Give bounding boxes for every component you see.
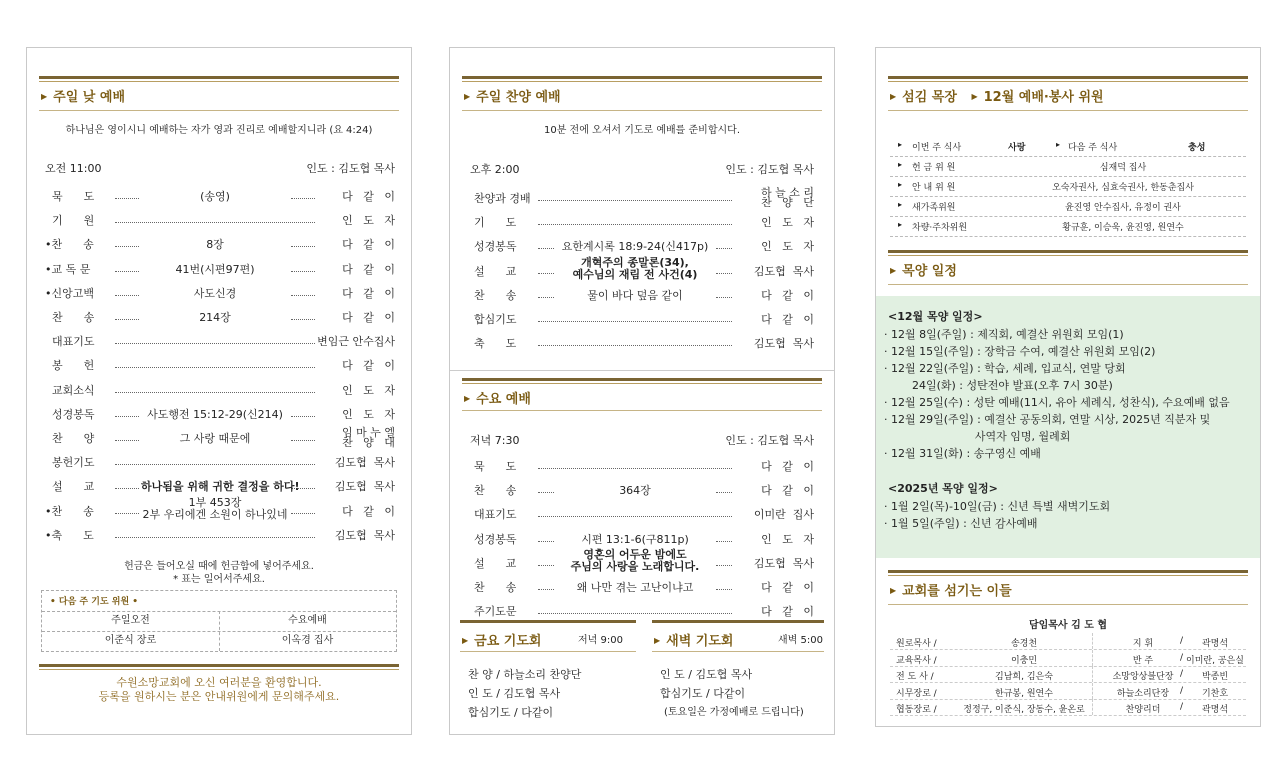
item-person: 임 마 누 엘 찬 양 대 xyxy=(342,426,395,449)
item-person: 다 같 이 xyxy=(761,605,814,619)
leader-dots xyxy=(115,513,139,514)
leader-dots xyxy=(291,271,315,272)
item-person: 다 같 이 xyxy=(342,359,395,373)
wednesday-leader: 인도 : 김도협 목사 xyxy=(725,434,814,447)
staff-title: ▶ 교회를 섬기는 이들 xyxy=(890,584,1012,599)
staff-names: 정정구, 이준식, 장동수, 윤온로 xyxy=(963,705,1085,715)
item-person: 다 같 이 xyxy=(761,313,814,326)
item-label: 축 도 xyxy=(474,337,517,351)
leader-dots xyxy=(115,246,139,247)
separator-slash: / xyxy=(1180,636,1184,646)
item-content: 왜 나만 겪는 고난이냐고 xyxy=(576,581,694,594)
staff-names-2: 곽명석 xyxy=(1201,639,1229,649)
triangle-icon: ▶ xyxy=(464,394,471,403)
staff-names: 이충민 xyxy=(1010,655,1038,666)
item-label: 묵 도 xyxy=(474,460,517,473)
dawn-title: ▶ 새벽 기도회 xyxy=(654,634,734,649)
worship-item xyxy=(474,579,814,597)
friday-line-3: 합심기도 / 다같이 xyxy=(468,706,554,719)
staff-role: 원로목사 / xyxy=(896,639,937,649)
staff-row xyxy=(890,699,1246,716)
service-role: 헌 금 위 원 xyxy=(912,163,956,173)
offering-note: 헌금은 들어오실 때에 헌금함에 넣어주세요. xyxy=(124,561,314,572)
leader-dots xyxy=(115,440,139,441)
item-label: 주기도문 xyxy=(474,605,517,619)
leader-dots xyxy=(716,492,732,493)
leader-dots xyxy=(538,492,554,493)
triangle-icon: ▶ xyxy=(890,92,897,101)
leader-dots xyxy=(538,224,732,225)
worship-item xyxy=(45,309,395,327)
item-person: 다 같 이 xyxy=(342,190,395,203)
item-content: 시편 13:1-6(구811p) xyxy=(581,532,689,546)
item-person: 다 같 이 xyxy=(761,581,814,594)
leader-dots xyxy=(115,464,315,465)
section-title: ▶ 섬김 목장 ▶ 12월 예배·봉사 위원 xyxy=(890,90,1104,105)
item-label: 봉 헌 xyxy=(45,359,95,373)
item-content: 영혼의 어두운 밤에도 주님의 사랑을 노래합니다. xyxy=(570,547,700,573)
triangle-icon: ▶ xyxy=(654,636,661,645)
section-title: ▶ 주일 찬양 예배 xyxy=(464,90,561,105)
item-person: 인 도 자 xyxy=(761,532,814,546)
bullet-icon: ▸ xyxy=(898,220,903,229)
leader-dots xyxy=(538,248,554,249)
item-person: 인 도 자 xyxy=(761,240,814,254)
triangle-icon: ▶ xyxy=(890,266,897,275)
item-content: 사도행전 15:12-29(신214) xyxy=(147,407,283,421)
item-person: 다 같 이 xyxy=(761,288,814,302)
bullet-icon: ▸ xyxy=(1056,140,1061,149)
worship-item xyxy=(474,255,814,281)
service-role: 이번 주 식사 xyxy=(912,143,962,153)
leader-dots xyxy=(716,541,732,542)
title-underline xyxy=(462,110,822,111)
title-underline xyxy=(888,110,1248,111)
staff-names: 송경천 xyxy=(1010,639,1038,649)
item-label: 설 교 xyxy=(474,264,517,278)
leader-dots xyxy=(115,488,139,489)
service-leader: 인도 : 김도협 목사 xyxy=(306,162,395,175)
worship-item xyxy=(474,506,814,524)
schedule-line: 24일(화) : 성탄전야 발표(오후 7시 30분) xyxy=(884,379,1113,392)
worship-item xyxy=(45,357,395,375)
prayer-header-wednesday: 수요예배 xyxy=(288,615,327,626)
staff-role: 교육목사 / xyxy=(896,655,937,666)
staff-role-2: 찬양리더 xyxy=(1125,705,1161,715)
worship-item xyxy=(45,454,395,472)
worship-item xyxy=(474,531,814,549)
schedule-heading-2025: <2025년 목양 일정> xyxy=(888,482,998,495)
item-label: 설 교 xyxy=(45,480,95,494)
wednesday-time: 저녁 7:30 xyxy=(470,434,520,447)
item-person: 인 도 자 xyxy=(342,214,395,228)
leader-dots xyxy=(538,200,732,201)
worship-item xyxy=(45,382,395,400)
schedule-line: · 12월 15일(주일) : 장학금 수여, 예결산 위원회 모임(2) xyxy=(884,345,1156,358)
service-row xyxy=(890,176,1246,197)
triangle-icon: ▶ xyxy=(462,636,469,645)
item-content: 8장 xyxy=(206,238,224,252)
leader-dots xyxy=(115,537,315,538)
dawn-line-3: (토요일은 가정예배로 드립니다) xyxy=(664,707,804,718)
staff-names-2: 이미란, 공은실 xyxy=(1186,655,1244,666)
subtitle: 10분 전에 오셔서 기도로 예배를 준비합시다. xyxy=(543,125,741,136)
item-label: 묵 도 xyxy=(45,190,95,203)
leader-dots xyxy=(538,321,732,322)
leader-dots xyxy=(538,516,732,517)
header-rule xyxy=(888,76,1248,82)
title-underline xyxy=(888,284,1248,285)
item-person: 김도협 목사 xyxy=(334,456,395,470)
staff-row xyxy=(890,683,1246,700)
leader-dots xyxy=(115,271,139,272)
worship-item xyxy=(45,527,395,545)
schedule-line: · 1월 5일(주일) : 신년 감사예배 xyxy=(884,517,1038,530)
leader-dots xyxy=(291,198,315,199)
worship-item xyxy=(45,406,395,424)
item-label: 찬양과 경배 xyxy=(474,192,531,205)
service-value: 오숙자권사, 심효숙권사, 한동춘집사 xyxy=(1052,183,1194,193)
footer-rule xyxy=(39,664,399,670)
triangle-icon: ▶ xyxy=(41,92,48,101)
worship-item xyxy=(474,547,814,573)
item-person: 다 같 이 xyxy=(342,262,395,276)
item-label: 합심기도 xyxy=(474,313,517,326)
item-label: 찬 양 xyxy=(45,432,95,445)
title-underline xyxy=(39,110,399,111)
friday-line-2: 인 도 / 김도협 목사 xyxy=(468,687,561,700)
senior-pastor: 담임목사 김 도 협 xyxy=(1028,620,1108,631)
item-label: 기 원 xyxy=(45,214,95,228)
service-role-next: 다음 주 식사 xyxy=(1068,143,1118,153)
service-role: 새가족위원 xyxy=(912,203,956,213)
staff-names-2: 기찬호 xyxy=(1201,688,1229,699)
item-content: 364장 xyxy=(619,484,651,498)
schedule-line: · 12월 31일(화) : 송구영신 예배 xyxy=(884,447,1041,460)
section-title: ▶ 주일 낮 예배 xyxy=(41,90,125,105)
title-underline xyxy=(888,604,1248,605)
prayer-header-sunday: 주일오전 xyxy=(111,615,150,626)
worship-item xyxy=(474,214,814,232)
worship-item xyxy=(474,287,814,305)
bullet-icon: ▸ xyxy=(898,180,903,189)
staff-row xyxy=(890,666,1246,683)
item-person: 다 같 이 xyxy=(761,484,814,498)
leader-dots xyxy=(115,392,315,393)
separator-slash: / xyxy=(1180,702,1184,712)
staff-names-2: 곽명석 xyxy=(1201,705,1229,715)
triangle-icon: ▶ xyxy=(464,92,471,101)
verse: 하나님은 영이시니 예배하는 자가 영과 진리로 예배할지니라 (요 4:24) xyxy=(65,125,373,136)
worship-item xyxy=(474,335,814,353)
service-role: 차량·주차위원 xyxy=(912,223,968,233)
item-person: 다 같 이 xyxy=(342,504,395,518)
item-label: 찬 송 xyxy=(474,581,517,594)
item-person: 다 같 이 xyxy=(342,238,395,252)
leader-dots xyxy=(538,541,554,542)
item-label: 성경봉독 xyxy=(474,532,517,546)
item-person: 인 도 자 xyxy=(761,216,814,230)
item-label: 찬 송 xyxy=(474,288,517,302)
leader-dots xyxy=(115,367,315,368)
worship-item xyxy=(45,285,395,303)
separator-slash: / xyxy=(1180,685,1184,696)
friday-title: ▶ 금요 기도회 xyxy=(462,634,542,649)
ministry-panel xyxy=(875,47,1261,727)
staff-row xyxy=(890,633,1246,650)
staff-role-2: 반 주 xyxy=(1132,655,1154,666)
item-content: 개혁주의 종말론(34), 예수님의 재림 전 사건(4) xyxy=(572,255,698,281)
item-person: 인 도 자 xyxy=(342,383,395,397)
header-rule xyxy=(462,378,822,384)
item-person: 다 같 이 xyxy=(342,286,395,300)
staff-names: 김남희, 김은숙 xyxy=(995,672,1053,682)
staff-role-2: 하늘소리단장 xyxy=(1116,688,1170,699)
item-content: 그 사랑 때문에 xyxy=(179,432,251,445)
schedule-line: · 12월 29일(주일) : 예결산 공동의회, 연말 시상, 2025년 직분자 및 xyxy=(884,413,1211,426)
leader-dots xyxy=(538,565,554,566)
leader-dots xyxy=(291,319,315,320)
service-row xyxy=(890,196,1246,217)
leader-dots xyxy=(115,295,139,296)
service-value-next: 충성 xyxy=(1188,143,1206,153)
welcome-line-1: 수원소망교회에 오신 여러분을 환영합니다. xyxy=(116,676,322,689)
staff-role: 전 도 사 / xyxy=(896,672,934,682)
worship-item xyxy=(474,238,814,256)
prayer-committee-table xyxy=(41,590,397,652)
worship-item xyxy=(45,236,395,254)
praise-worship-panel xyxy=(449,47,835,735)
item-label: 찬 송 xyxy=(474,484,517,498)
leader-dots xyxy=(115,416,139,417)
leader-dots xyxy=(716,273,732,274)
leader-dots xyxy=(115,222,315,223)
title-underline xyxy=(462,410,822,411)
dawn-time: 새벽 5:00 xyxy=(778,635,823,646)
item-label: 성경봉독 xyxy=(45,407,95,421)
item-label: •찬 송 xyxy=(45,504,94,518)
service-row xyxy=(890,156,1246,177)
worship-item xyxy=(474,311,814,329)
worship-item xyxy=(45,495,395,521)
item-person: 다 같 이 xyxy=(761,460,814,473)
staff-role: 시무장로 / xyxy=(896,688,937,699)
leader-dots xyxy=(538,297,554,298)
service-leader: 인도 : 김도협 목사 xyxy=(725,163,814,176)
triangle-icon: ▶ xyxy=(971,92,978,101)
bullet-icon: ▸ xyxy=(898,200,903,209)
item-person: 김도협 목사 xyxy=(753,337,814,351)
bullet-icon: ▸ xyxy=(898,160,903,169)
prayer-table-title: • 다음 주 기도 위원 • xyxy=(50,597,139,607)
dawn-line-2: 합심기도 / 다같이 xyxy=(660,687,746,700)
standing-note: * 표는 일어서주세요. xyxy=(173,574,265,585)
schedule-heading-dec: <12월 목양 일정> xyxy=(888,310,983,323)
welcome-line-2: 등록을 원하시는 분은 안내위원에게 문의해주세요. xyxy=(98,690,340,703)
prayer-value-wednesday: 이옥경 집사 xyxy=(281,635,334,646)
item-label: •교 독 문 xyxy=(45,262,91,276)
leader-dots xyxy=(716,297,732,298)
wednesday-title: ▶ 수요 예배 xyxy=(464,392,531,407)
item-content: 사도신경 xyxy=(193,286,237,300)
staff-names: 한규봉, 원연수 xyxy=(995,688,1053,699)
item-label: •축 도 xyxy=(45,528,94,542)
item-label: 기 도 xyxy=(474,216,517,230)
header-rule xyxy=(888,570,1248,576)
item-label: 대표기도 xyxy=(45,335,95,349)
worship-item xyxy=(474,458,814,476)
item-person: 다 같 이 xyxy=(342,311,395,324)
leader-dots xyxy=(538,468,732,469)
service-time: 오후 2:00 xyxy=(470,163,520,176)
service-value: 윤진영 안수집사, 유정이 권사 xyxy=(1065,203,1181,213)
leader-dots xyxy=(538,613,732,614)
item-content: 하나됨을 위해 귀한 결정을 하다! xyxy=(141,480,300,494)
leader-dots xyxy=(291,513,315,514)
worship-item xyxy=(45,478,395,496)
worship-item xyxy=(45,261,395,279)
leader-dots xyxy=(115,319,139,320)
item-person: 하 늘 소 리 찬 양 단 xyxy=(761,186,814,209)
item-label: •찬 송 xyxy=(45,238,94,252)
schedule-line: · 12월 25일(수) : 성탄 예배(11시, 유아 세례식, 성찬식), 수요예배 없음 xyxy=(884,396,1230,409)
friday-line-1: 찬 양 / 하늘소리 찬양단 xyxy=(468,668,582,681)
leader-dots xyxy=(716,565,732,566)
item-person: 이미란 집사 xyxy=(753,508,814,522)
service-value: 사랑 xyxy=(1008,143,1026,153)
schedule-title: ▶ 목양 일정 xyxy=(890,264,957,279)
service-value: 심재덕 집사 xyxy=(1099,163,1147,173)
service-value: 황규훈, 이승욱, 윤진영, 원연수 xyxy=(1062,223,1184,233)
triangle-icon: ▶ xyxy=(890,586,897,595)
item-person: 변임근 안수집사 xyxy=(317,335,395,349)
item-content: 물이 바다 덮음 같이 xyxy=(587,288,683,302)
friday-time: 저녁 9:00 xyxy=(578,635,623,646)
item-person: 김도협 목사 xyxy=(334,528,395,542)
schedule-line: · 12월 8일(주일) : 제직회, 예결산 위원회 모임(1) xyxy=(884,328,1124,341)
item-person: 김도협 목사 xyxy=(334,480,395,494)
item-content: (송영) xyxy=(200,190,230,203)
item-person: 김도협 목사 xyxy=(753,556,814,570)
worship-item xyxy=(45,212,395,230)
leader-dots xyxy=(291,416,315,417)
worship-item xyxy=(45,426,395,449)
leader-dots xyxy=(291,440,315,441)
worship-item xyxy=(45,188,395,206)
item-person: 김도협 목사 xyxy=(753,264,814,278)
service-row xyxy=(890,136,1246,157)
staff-role-2: 지 휘 xyxy=(1132,639,1154,649)
separator-slash: / xyxy=(1180,669,1184,679)
staff-names-2: 박종빈 xyxy=(1201,672,1229,682)
header-rule xyxy=(39,76,399,82)
schedule-box xyxy=(876,296,1260,558)
leader-dots xyxy=(538,345,732,346)
leader-dots xyxy=(716,589,732,590)
leader-dots xyxy=(538,589,554,590)
item-label: 설 교 xyxy=(474,556,517,570)
item-content: 41번(시편97편) xyxy=(175,262,255,276)
schedule-line: · 1월 2일(목)-10일(금) : 신년 특별 새벽기도회 xyxy=(884,500,1111,513)
header-rule xyxy=(888,250,1248,256)
dawn-line-1: 인 도 / 김도협 목사 xyxy=(660,668,753,681)
staff-role: 협동장로 / xyxy=(896,705,937,715)
item-content: 214장 xyxy=(199,311,231,324)
header-rule xyxy=(462,76,822,82)
service-role: 안 내 위 원 xyxy=(912,183,956,193)
sunday-worship-panel xyxy=(26,47,412,735)
item-label: 성경봉독 xyxy=(474,240,517,254)
leader-dots xyxy=(538,273,554,274)
worship-item xyxy=(474,482,814,500)
item-content: 1부 453장 2부 우리에겐 소원이 하나있네 xyxy=(142,495,288,521)
schedule-line: 사역자 임명, 월례회 xyxy=(884,430,1071,443)
item-label: 대표기도 xyxy=(474,508,517,522)
staff-row xyxy=(890,650,1246,667)
worship-item xyxy=(474,603,814,621)
worship-item xyxy=(474,186,814,209)
item-label: •신앙고백 xyxy=(45,286,94,300)
leader-dots xyxy=(115,343,315,344)
leader-dots xyxy=(115,198,139,199)
item-label: 봉헌기도 xyxy=(45,456,95,470)
bullet-icon: ▸ xyxy=(898,140,903,149)
leader-dots xyxy=(291,246,315,247)
leader-dots xyxy=(716,248,732,249)
prayer-value-sunday: 이준식 장로 xyxy=(104,635,157,646)
separator-slash: / xyxy=(1180,652,1184,663)
item-label: 교회소식 xyxy=(45,383,95,397)
item-content: 요한계시록 18:9-24(신417p) xyxy=(561,240,709,254)
worship-item xyxy=(45,333,395,351)
schedule-line: · 12월 22일(주일) : 학습, 세례, 입교식, 연말 당회 xyxy=(884,362,1126,375)
service-row xyxy=(890,216,1246,237)
service-time: 오전 11:00 xyxy=(45,162,102,175)
staff-role-2: 소망앙상블단장 xyxy=(1112,672,1174,682)
leader-dots xyxy=(291,295,315,296)
item-label: 찬 송 xyxy=(45,311,95,324)
item-person: 인 도 자 xyxy=(342,407,395,421)
